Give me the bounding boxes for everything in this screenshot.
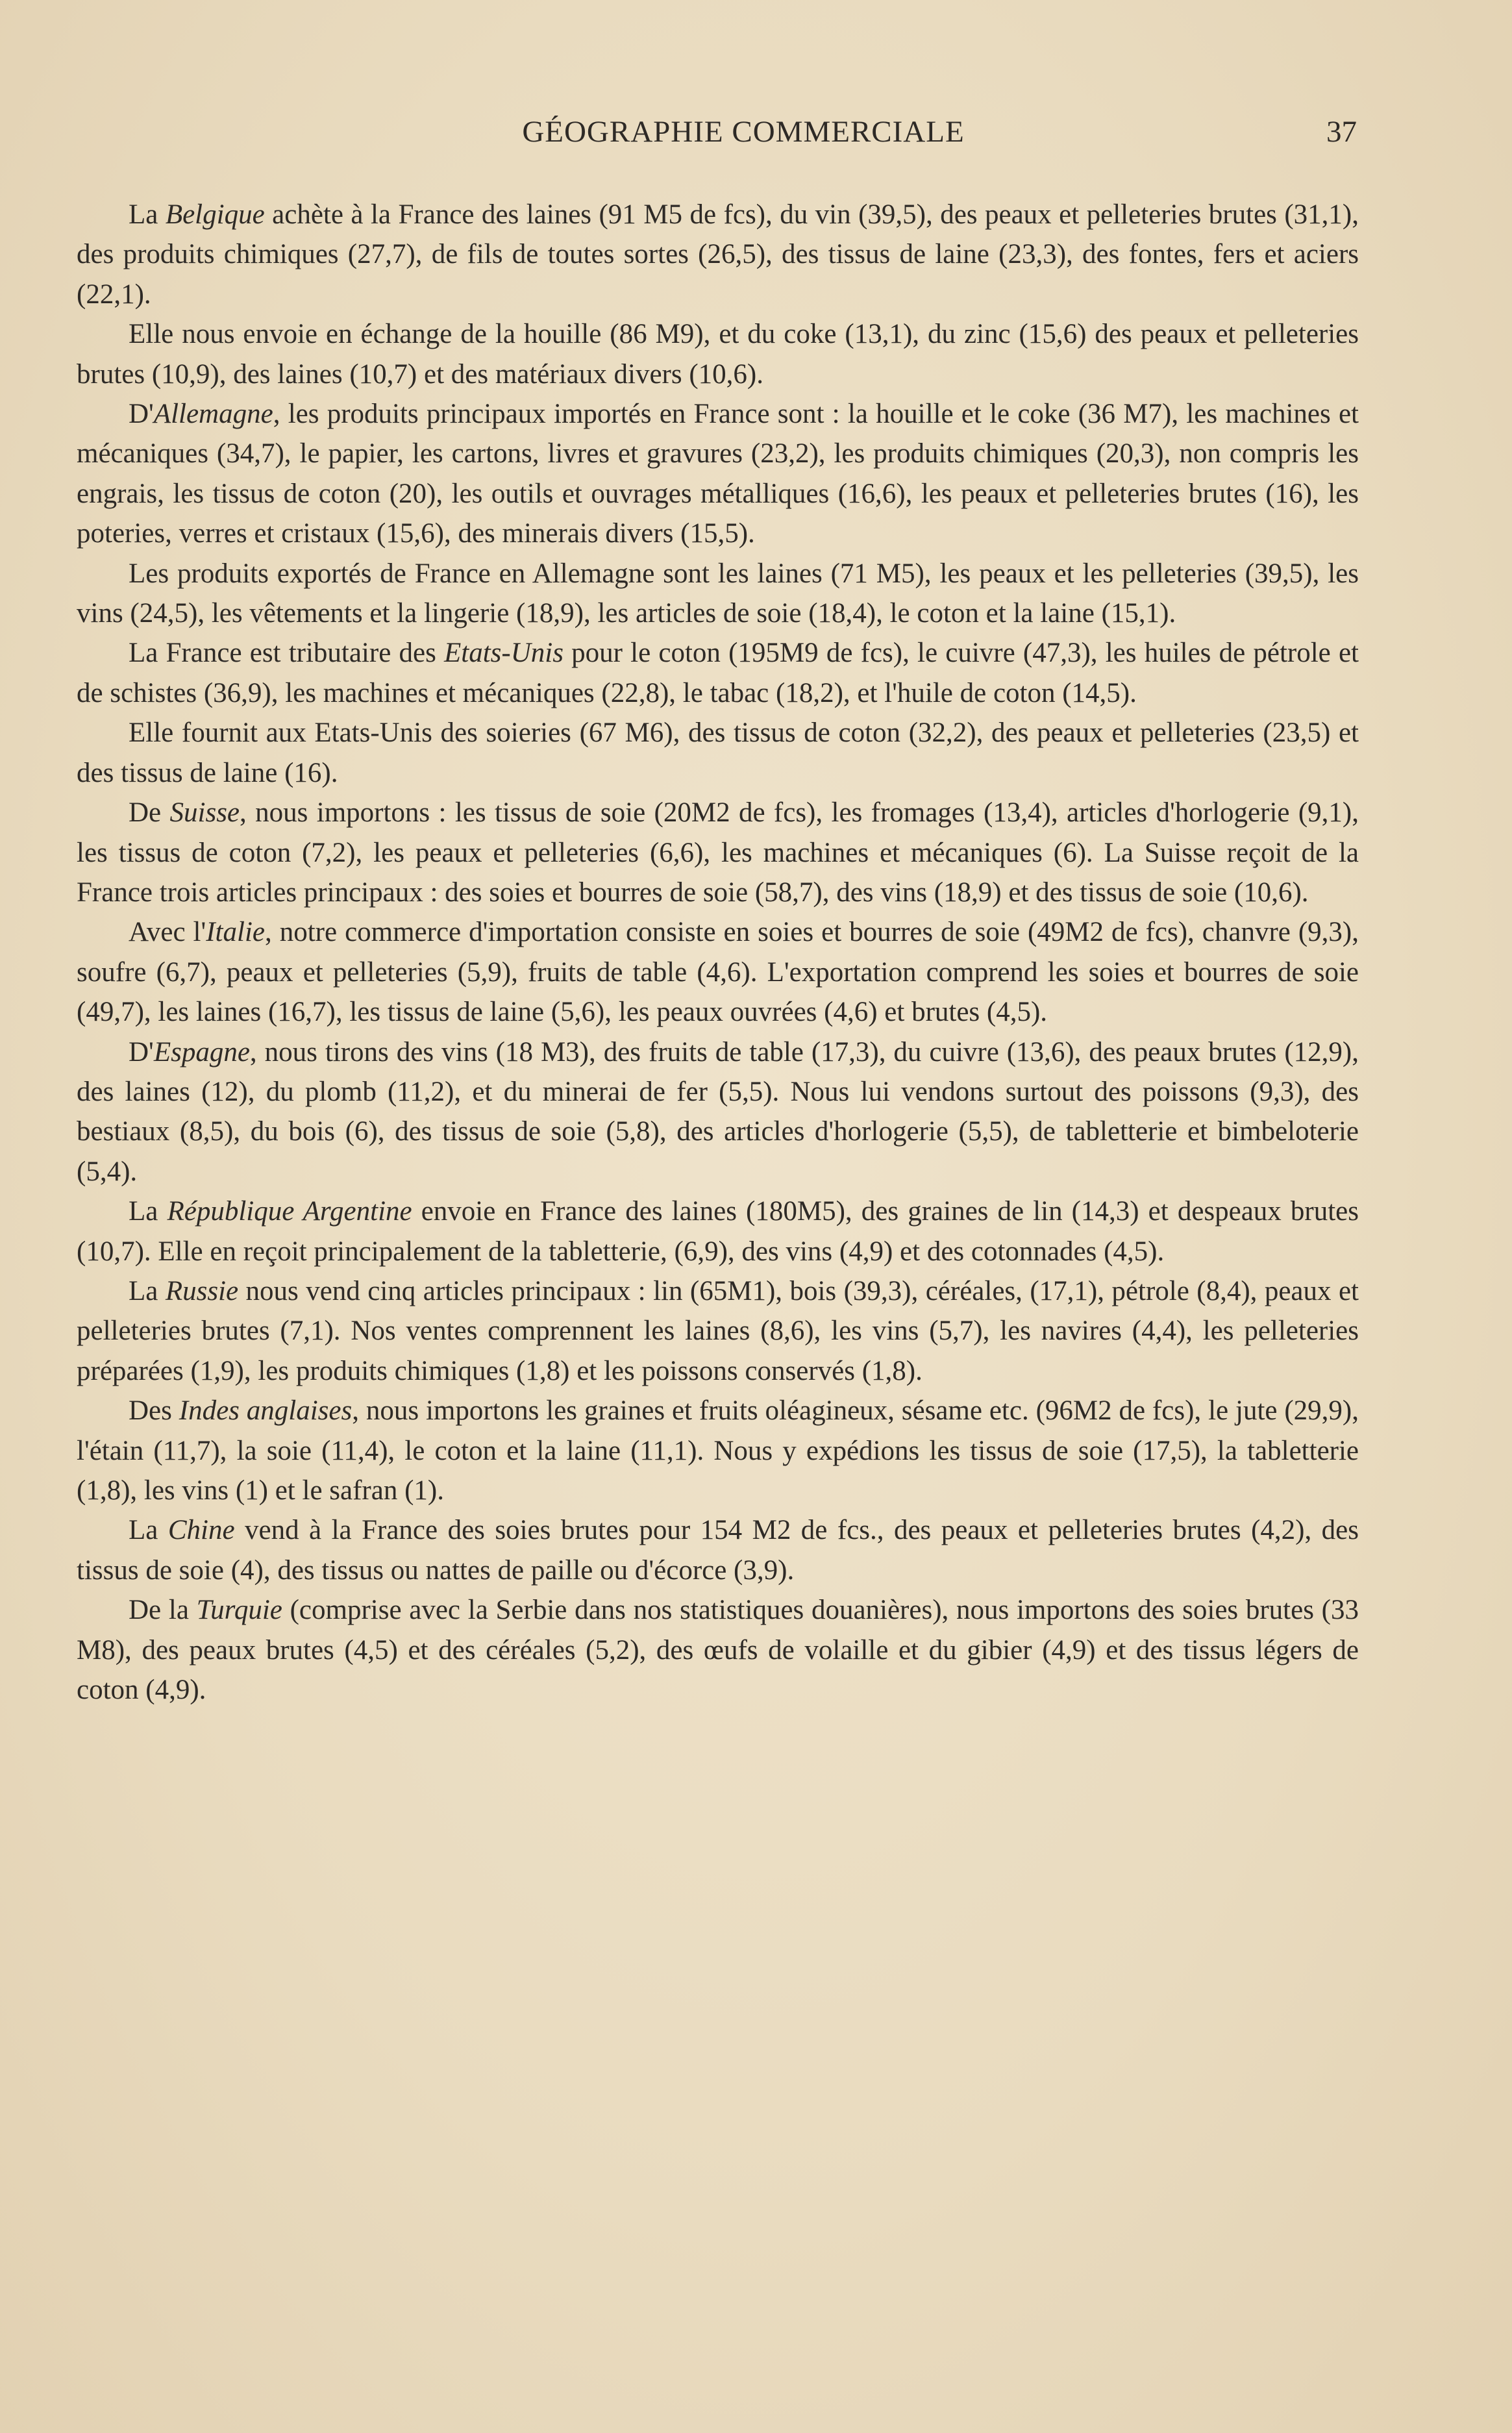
paragraph: Elle fournit aux Etats-Unis des soieries (67 M6), des tissus de coton (32,2), des peaux et pelleteries (23,5) et des tissus de laine (16). (77, 717, 1359, 788)
paragraph-chine: La Chine vend à la France des soies brutes pour 154 M2 de fcs., des peaux et pelleteries brutes (4,2), des tissus de soie (4), des tissus ou nattes de paille ou d'écorce (3,9). (77, 1515, 1359, 1586)
country-name: Belgique (165, 199, 265, 230)
paragraph-belgique: La Belgique achète à la France des laines (91 M5 de fcs), du vin (39,5), des peaux et pelleteries brutes (31,1), des produits chimiques (27,7), de fils de toutes sortes (26,5), des tissus de laine (23,3), des fontes, fers et aciers (22,1). (77, 199, 1359, 310)
running-title: GÉOGRAPHIE COMMERCIALE (522, 115, 965, 149)
paragraph-etats-unis: La France est tributaire des Etats-Unis pour le coton (195M9 de fcs), le cuivre (47,3), les huiles de pétrole et de schistes (36,9), les machines et mécaniques (22,8), le tabac (18,2), et l'huile de coton (14,5). (77, 638, 1359, 708)
page-header (130, 114, 1357, 160)
country-name: Russie (165, 1275, 239, 1306)
body-text (77, 195, 1359, 1710)
country-name: République Argentine (167, 1196, 412, 1227)
paragraph-russie: La Russie nous vend cinq articles principaux : lin (65M1), bois (39,3), céréales, (17,1), pétrole (8,4), peaux et pelleteries brutes (7,1). Nos ventes comprennent les laines (8,6), les vins (5,7), les navires (4,4), les pelleteries préparées (1,9), les produits chimiques (1,8) et les poissons conservés (1,8). (77, 1275, 1359, 1386)
country-name: Suisse (169, 797, 240, 829)
paragraph-italie: Avec l'Italie, notre commerce d'importation consiste en soies et bourres de soie (49M2 de fcs), chanvre (9,3), soufre (6,7), peaux et pelleteries (5,9), fruits de table (4,6). L'exportation comprend les soies et bourres de soie (49,7), les laines (16,7), les tissus de laine (5,6), les peaux ouvrées (4,6) et brutes (4,5). (77, 917, 1359, 1028)
paragraph: Elle nous envoie en échange de la houille (86 M9), et du coke (13,1), du zinc (15,6) des peaux et pelleteries brutes (10,9), des laines (10,7) et des matériaux divers (10,6). (77, 319, 1359, 390)
paragraph-espagne: D'Espagne, nous tirons des vins (18 M3), des fruits de table (17,3), du cuivre (13,6), des peaux brutes (12,9), des laines (12), du plomb (11,2), et du minerai de fer (5,5). Nous lui vendons surtout des poissons (9,3), des bestiaux (8,5), du bois (6), des tissus de soie (5,8), des articles d'horlogerie (5,5), de tabletterie et bimbeloterie (5,4). (77, 1036, 1359, 1187)
paragraph-argentine: La République Argentine envoie en France des laines (180M5), des graines de lin (14,3) et despeaux brutes (10,7). Elle en reçoit principalement de la tabletterie, (6,9), des vins (4,9) et des cotonnades (4,5). (77, 1196, 1359, 1267)
country-name: Turquie (196, 1595, 282, 1626)
paragraph-turquie: De la Turquie (comprise avec la Serbie dans nos statistiques douanières), nous importons des soies brutes (33 M8), des peaux brutes (4,5) et des céréales (5,2), des œufs de volaille et du gibier (4,9) et des tissus légers de coton (4,9). (77, 1595, 1359, 1706)
country-name: Allemagne (153, 399, 273, 430)
country-name: Espagne (153, 1036, 250, 1067)
page-number: 37 (1326, 115, 1357, 149)
paragraph-allemagne: D'Allemagne, les produits principaux importés en France sont : la houille et le coke (36 M7), les machines et mécaniques (34,7), le papier, les cartons, livres et gravures (23,2), les produits chimiques (20,3), non compris les engrais, les tissus de coton (20), les outils et ouvrages métalliques (16,6), les peaux et pelleteries brutes (16), les poteries, verres et cristaux (15,6), des minerais divers (15,5). (77, 399, 1359, 549)
country-name: Italie (206, 917, 265, 948)
country-name: Etats-Unis (444, 638, 564, 669)
country-name: Chine (167, 1515, 235, 1546)
country-name: Indes anglaises (179, 1395, 353, 1427)
paragraph: Les produits exportés de France en Allemagne sont les laines (71 M5), les peaux et les pelleteries (39,5), les vins (24,5), les vêtements et la lingerie (18,9), les articles de soie (18,4), le coton et la laine (15,1). (77, 558, 1359, 629)
paragraph-indes-anglaises: Des Indes anglaises, nous importons les graines et fruits oléagineux, sésame etc. (96M2 de fcs), le jute (29,9), l'étain (11,7), la soie (11,4), le coton et la laine (11,1). Nous y expédions les tissus de soie (17,5), la tabletterie (1,8), les vins (1) et le safran (1). (77, 1395, 1359, 1506)
paragraph-suisse: De Suisse, nous importons : les tissus de soie (20M2 de fcs), les fromages (13,4), articles d'horlogerie (9,1), les tissus de coton (7,2), les peaux et pelleteries (6,6), les machines et mécaniques (6). La Suisse reçoit de la France trois articles principaux : des soies et bourres de soie (58,7), des vins (18,9) et des tissus de soie (10,6). (77, 797, 1359, 908)
